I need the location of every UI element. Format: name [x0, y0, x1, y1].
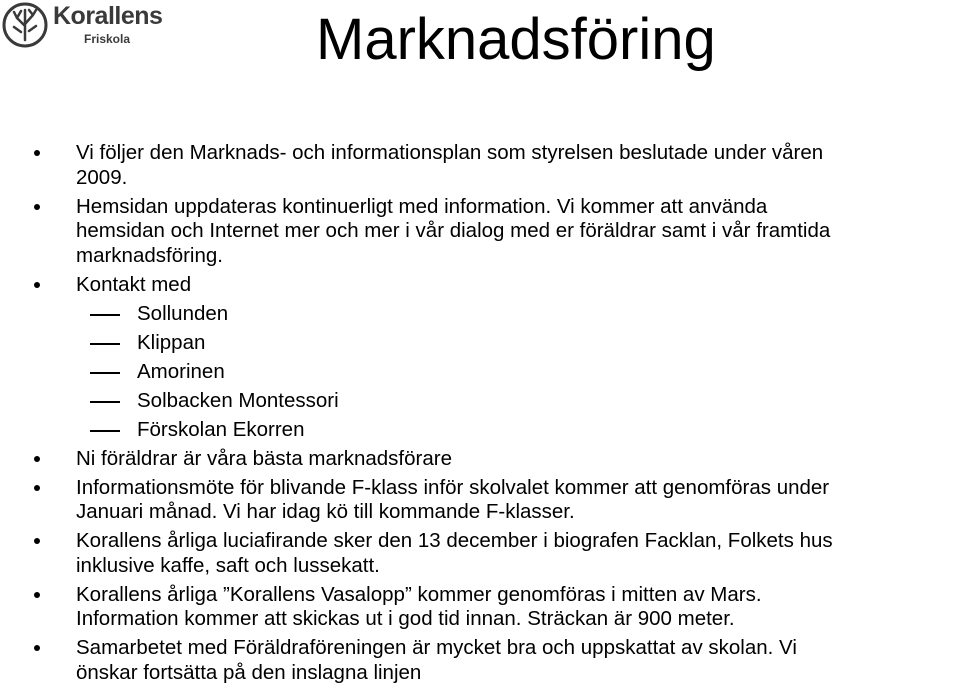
coral-emblem-icon — [2, 2, 48, 48]
bullet-icon — [34, 456, 40, 462]
list-item — [0, 273, 959, 298]
dash-icon — [90, 430, 120, 432]
bullet-icon — [34, 645, 40, 651]
dash-icon — [90, 343, 120, 345]
list-item-text: Amorinen — [137, 359, 225, 383]
bullet-icon — [34, 150, 40, 156]
list-item-text: Sollunden — [137, 301, 229, 325]
list-item-text: Kontakt med — [76, 272, 192, 296]
list-item-text: 2009. — [76, 165, 128, 189]
list-item-text: Solbacken Montessori — [137, 388, 339, 412]
list-item — [0, 476, 959, 525]
list-item-text: marknadsföring. — [76, 243, 223, 267]
list-item-text: Korallens årliga ”Korallens Vasalopp” kommer genomföras i mitten av Mars. — [76, 582, 762, 606]
bullet-list — [0, 141, 959, 690]
dash-icon — [90, 314, 120, 316]
list-item-text: Hemsidan uppdateras kontinuerligt med information. Vi kommer att använda — [76, 194, 768, 218]
sub-list-item — [0, 331, 959, 356]
sub-list-item — [0, 418, 959, 443]
bullet-icon — [34, 538, 40, 544]
bullet-icon — [34, 592, 40, 598]
bullet-icon — [34, 485, 40, 491]
school-logo — [2, 2, 167, 48]
list-item — [0, 583, 959, 632]
dash-icon — [90, 372, 120, 374]
list-item-text: Ni föräldrar är våra bästa marknadsförare — [76, 446, 452, 470]
page-title: Marknadsföring — [316, 7, 716, 72]
list-item-text: Förskolan Ekorren — [137, 417, 305, 441]
list-item-text: Information kommer att skickas ut i god tid innan. Sträckan är 900 meter. — [76, 607, 735, 630]
list-item-text: Klippan — [137, 330, 206, 354]
sub-list-item — [0, 360, 959, 385]
list-item-text: Vi följer den Marknads- och informationsplan som styrelsen beslutade under våren — [76, 141, 824, 164]
list-item-text: Januari månad. Vi har idag kö till kommande F-klasser. — [76, 500, 575, 523]
bullet-icon — [34, 282, 40, 288]
sub-list-item — [0, 389, 959, 414]
sub-list-item — [0, 302, 959, 327]
list-item — [0, 447, 959, 472]
list-item-text: Korallens årliga luciafirande sker den 13 december i biografen Facklan, Folkets hus — [76, 529, 833, 552]
list-item-text: önskar fortsätta på den inslagna linjen — [76, 660, 422, 684]
bullet-icon — [34, 204, 40, 210]
list-item — [0, 529, 959, 578]
list-item-text: Informationsmöte för blivande F-klass inför skolvalet kommer att genomföras under — [76, 475, 830, 499]
list-item-text: Samarbetet med Föräldraföreningen är mycket bra och uppskattat av skolan. Vi — [76, 636, 797, 659]
logo-subtitle: Friskola — [84, 32, 131, 46]
list-item-text: inklusive kaffe, saft och lussekatt. — [76, 553, 380, 577]
list-item — [0, 141, 959, 190]
list-item — [0, 636, 959, 685]
logo-name: Korallens — [53, 2, 163, 30]
list-item — [0, 195, 959, 269]
list-item-text: hemsidan och Internet mer och mer i vår dialog med er föräldrar samt i vår framtida — [76, 219, 831, 242]
dash-icon — [90, 401, 120, 403]
